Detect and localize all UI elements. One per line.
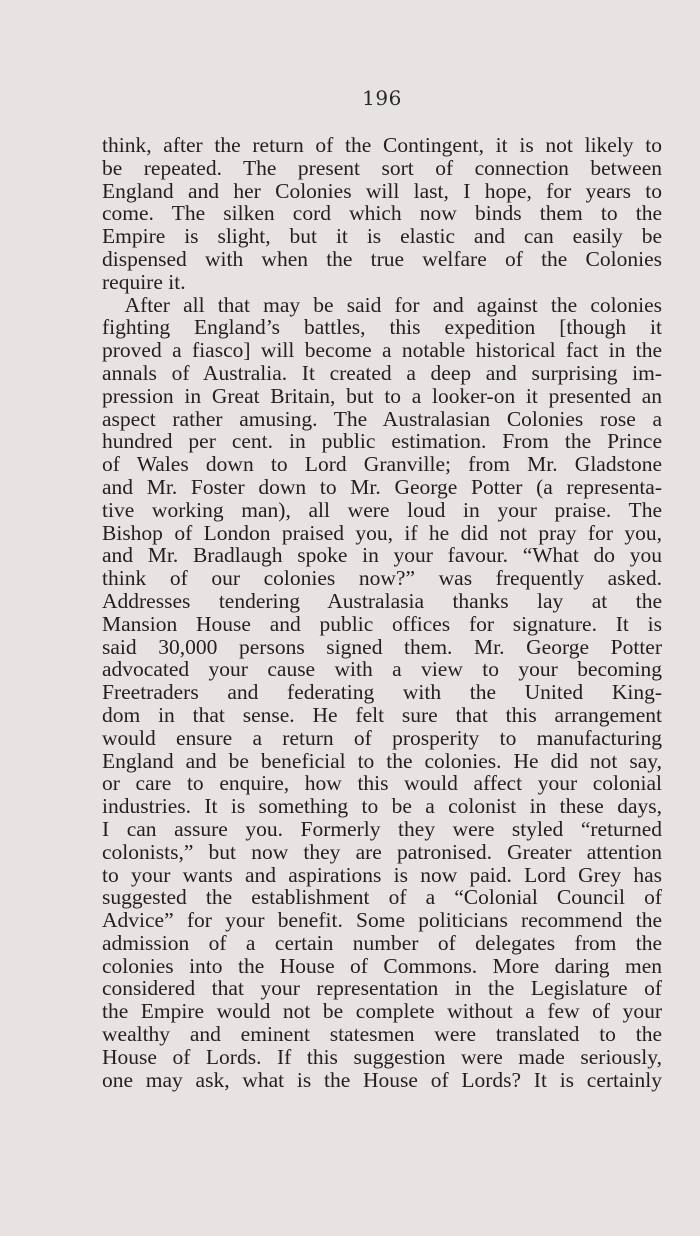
text-line: suggested the establishment of a “Colonial Council of: [102, 885, 662, 910]
text-line: wealthy and eminent statesmen were translated to the: [102, 1022, 662, 1047]
text-line: Empire is slight, but it is elastic and can easily be: [102, 224, 662, 249]
text-line: aspect rather amusing. The Australasian Colonies rose a: [102, 406, 662, 431]
text-line: After all that may be said for and against the colonies: [124, 292, 662, 317]
text-line: and Mr. Foster down to Mr. George Potter (a representa-: [102, 474, 662, 499]
text-line: of Wales down to Lord Granville; from Mr. Gladstone: [102, 452, 662, 477]
text-line: Mansion House and public offices for signature. It is: [102, 611, 662, 636]
text-line: come. The silken cord which now binds them to the: [102, 201, 662, 226]
text-line: dispensed with when the true welfare of the Colonies: [102, 246, 662, 271]
text-line: pression in Great Britain, but to a looker-on it presented an: [102, 383, 662, 408]
text-line: I can assure you. Formerly they were styled “returned: [102, 816, 662, 841]
text-line: admission of a certain number of delegates from the: [102, 930, 662, 955]
text-line: would ensure a return of prosperity to manufacturing: [102, 725, 662, 750]
text-line: Bishop of London praised you, if he did not pray for you,: [102, 520, 662, 545]
text-line: the Empire would not be complete without a few of your: [102, 999, 662, 1024]
text-line: advocated your cause with a view to your becoming: [102, 657, 662, 682]
body-text: [102, 134, 662, 1091]
page-number: 196: [362, 86, 402, 110]
text-line: Freetraders and federating with the United King-: [102, 680, 662, 705]
text-line: think of our colonies now?” was frequently asked.: [102, 566, 662, 591]
text-line: one may ask, what is the House of Lords? It is certainly: [102, 1067, 662, 1092]
text-line: fighting England’s battles, this expedition [though it: [102, 315, 662, 340]
text-line: Advice” for your benefit. Some politicians recommend the: [102, 908, 662, 933]
text-line: annals of Australia. It created a deep and surprising im-: [102, 360, 662, 385]
text-line: think, after the return of the Contingent, it is not likely to: [102, 133, 662, 157]
text-line: said 30,000 persons signed them. Mr. George Potter: [102, 634, 662, 659]
text-line: industries. It is something to be a colonist in these days,: [102, 794, 662, 819]
text-line: colonies into the House of Commons. More daring men: [102, 953, 662, 978]
text-line: or care to enquire, how this would affect your colonial: [102, 771, 662, 796]
text-line: colonists,” but now they are patronised. Greater attention: [102, 839, 662, 864]
text-line: to your wants and aspirations is now paid. Lord Grey has: [102, 862, 662, 887]
text-line: require it.: [102, 269, 186, 294]
text-line: England and be beneficial to the colonies. He did not say,: [102, 748, 662, 773]
text-line: England and her Colonies will last, I hope, for years to: [102, 178, 662, 203]
text-line: House of Lords. If this suggestion were made seriously,: [102, 1044, 662, 1069]
text-line: tive working man), all were loud in your praise. The: [102, 497, 662, 522]
text-line: considered that your representation in the Legislature of: [102, 976, 662, 1001]
text-line: and Mr. Bradlaugh spoke in your favour. “What do you: [102, 543, 662, 568]
text-line: Addresses tendering Australasia thanks lay at the: [102, 588, 662, 613]
text-line: dom in that sense. He felt sure that this arrangement: [102, 702, 662, 727]
text-line: proved a fiasco] will become a notable historical fact in the: [102, 338, 662, 363]
text-line: hundred per cent. in public estimation. From the Prince: [102, 429, 662, 454]
text-line: be repeated. The present sort of connection between: [102, 155, 662, 180]
